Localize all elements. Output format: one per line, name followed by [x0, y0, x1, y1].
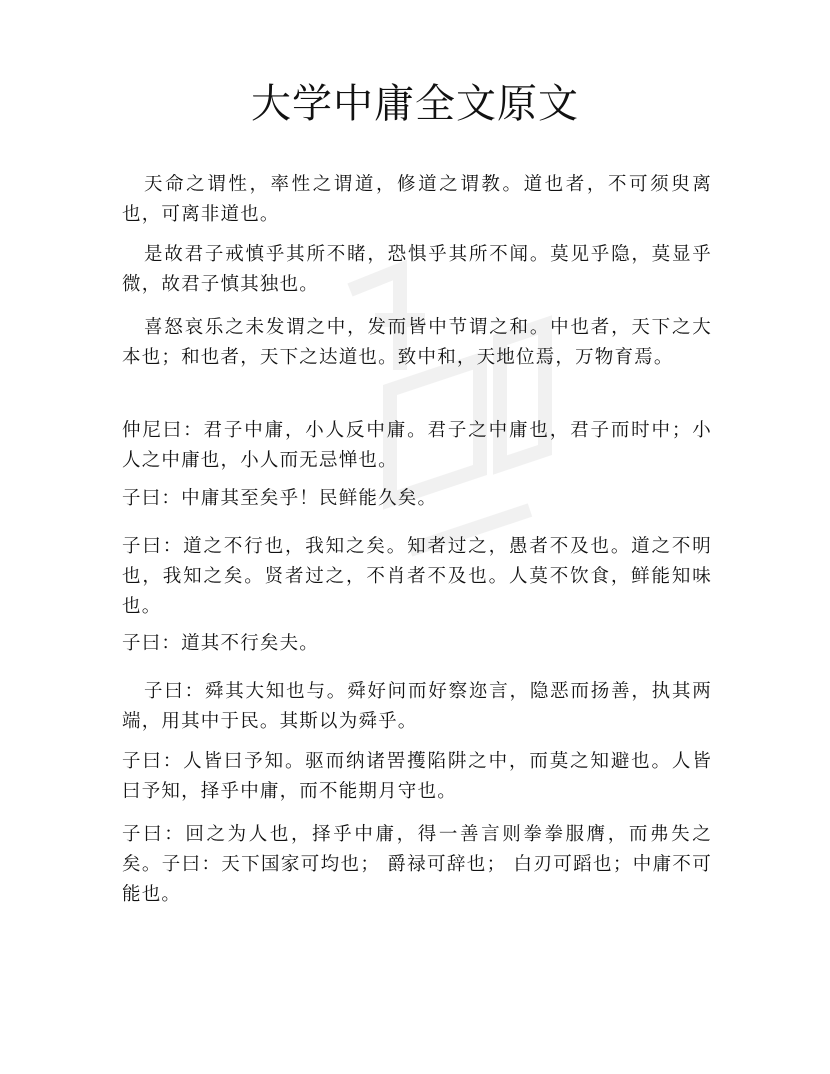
paragraph-6: 子曰：道之不行也，我知之矣。知者过之，愚者不及也。道之不明也，我知之矣。贤者过之，不肖者不及也。人莫不饮食，鲜能知味也。: [122, 536, 712, 617]
paragraph-5: 子曰：中庸其至矣乎！民鲜能久矣。: [122, 488, 438, 509]
paragraph-10: 子曰：回之为人也，择乎中庸，得一善言则拳拳服膺，而弗失之矣。子曰：天下国家可均也； 爵禄可辞也； 白刃可蹈也；中庸不可能也。: [122, 824, 712, 905]
paragraph-8: 子曰：舜其大知也与。舜好问而好察迩言，隐恶而扬善，执其两端，用其中于民。其斯以为舜乎。: [122, 681, 712, 732]
paragraph-9: 子曰：人皆曰予知。驱而纳诸罟擭陷阱之中，而莫之知避也。人皆曰予知，择乎中庸，而不能期月守也。: [122, 751, 712, 802]
paragraph-3: 喜怒哀乐之未发谓之中，发而皆中节谓之和。中也者，天下之大本也；和也者，天下之达道也。致中和，天地位焉，万物育焉。: [122, 317, 712, 368]
document-title: 大学中庸全文原文: [251, 81, 579, 127]
paragraph-1: 天命之谓性，率性之谓道，修道之谓教。道也者，不可须臾离也，可离非道也。: [122, 174, 712, 225]
paragraph-4: 仲尼曰：君子中庸，小人反中庸。君子之中庸也，君子而时中；小人之中庸也，小人而无忌惮也。: [122, 420, 712, 471]
paragraph-7: 子曰：道其不行矣夫。: [122, 633, 320, 654]
paragraph-2: 是故君子戒慎乎其所不睹，恐惧乎其所不闻。莫见乎隐，莫显乎微，故君子慎其独也。: [122, 244, 712, 295]
